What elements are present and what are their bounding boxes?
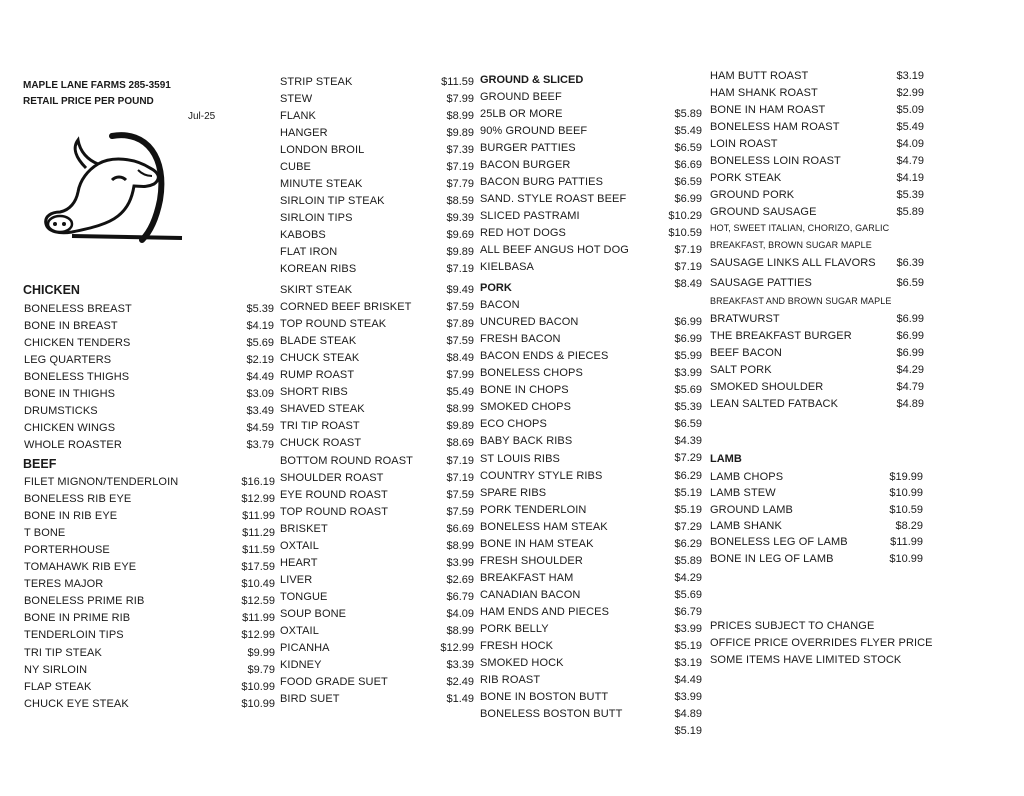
beef-cut-price-4: $7.39 [446, 144, 474, 156]
beef-cut-eye-round-roast-24: EYE ROUND ROAST [280, 488, 388, 501]
item-baby-back-ribs: BABY BACK RIBS [480, 435, 573, 448]
price-col3-9: $7.19 [674, 244, 702, 256]
lamb-item-ground-lamb: GROUND LAMB [710, 503, 793, 516]
item-uncured-bacon: UNCURED BACON [480, 316, 579, 329]
pork-price-8: $5.89 [896, 206, 924, 218]
beef-cut-kabobs-9: KABOBS [280, 229, 326, 241]
beef-cut-price-27: $8.99 [446, 539, 474, 552]
beef-price-tomahawk-rib-eye: $17.59 [241, 561, 275, 574]
price-col3-14: $6.99 [674, 333, 702, 346]
pork-item-hot-sweet-italian-chorizo-garlic: HOT, SWEET ITALIAN, CHORIZO, GARLIC [710, 223, 890, 233]
item-spare-ribs: SPARE RIBS [480, 486, 547, 499]
beef-price-ny-sirloin: $9.79 [247, 663, 275, 676]
beef-cut-skirt-steak-12: SKIRT STEAK [280, 284, 353, 296]
beef-cut-price-6: $7.79 [446, 178, 474, 190]
price-col3-34: $4.49 [674, 674, 702, 687]
item-25lb-or-more: 25LB OR MORE [480, 108, 563, 120]
chicken-heading: CHICKEN [23, 283, 80, 297]
beef-cut-price-32: $8.99 [446, 625, 474, 637]
beef-cut-flat-iron-10: FLAT IRON [280, 246, 338, 258]
beef-cut-bottom-round-roast-22: BOTTOM ROUND ROAST [280, 454, 413, 467]
beef-cut-price-15: $7.59 [446, 335, 474, 348]
beef-cut-sirloin-tips-8: SIRLOIN TIPS [280, 212, 353, 224]
note-2: OFFICE PRICE OVERRIDES FLYER PRICE [710, 637, 933, 649]
beef-cut-price-0: $11.59 [441, 76, 474, 88]
beef-price-bone-in-prime-rib: $11.99 [242, 612, 275, 625]
price-col3-25: $7.29 [674, 520, 702, 533]
beef-cut-price-26: $6.69 [446, 522, 474, 535]
price-col3-36: $4.89 [674, 708, 702, 721]
pork-item-breakfast-brown-sugar-maple: BREAKFAST, BROWN SUGAR MAPLE [710, 240, 872, 250]
item-breakfast-ham: BREAKFAST HAM [480, 571, 574, 584]
chicken-price-chicken-wings: $4.59 [246, 422, 274, 435]
beef-item-tomahawk-rib-eye: TOMAHAWK RIB EYE [24, 561, 137, 574]
price-col3-16: $3.99 [674, 367, 702, 380]
price-col3-33: $3.19 [674, 657, 702, 670]
beef-item-tri-tip-steak: TRI TIP STEAK [24, 646, 102, 659]
beef-price-t-bone: $11.29 [242, 527, 275, 540]
pork-item-beef-bacon: BEEF BACON [710, 347, 782, 359]
beef-item-boneless-rib-eye: BONELESS RIB EYE [24, 493, 132, 506]
price-date: Jul-25 [188, 111, 216, 122]
price-col3-17: $5.69 [674, 384, 702, 397]
price-col3-8: $10.59 [668, 227, 702, 239]
beef-item-chuck-eye-steak: CHUCK EYE STEAK [24, 697, 129, 710]
price-col3-21: $7.29 [674, 452, 702, 465]
item-burger-patties: BURGER PATTIES [480, 142, 576, 154]
beef-price-tenderloin-tips: $12.99 [241, 629, 275, 642]
beef-cut-liver-29: LIVER [280, 573, 313, 586]
beef-cut-cube-5: CUBE [280, 161, 311, 173]
lamb-heading: LAMB [710, 453, 742, 465]
bull-head-logo [42, 128, 187, 248]
beef-cut-price-22: $7.19 [446, 454, 474, 467]
beef-price-tri-tip-steak: $9.99 [247, 646, 275, 659]
beef-cut-price-19: $8.99 [446, 403, 474, 416]
price-col3-2: $5.49 [674, 125, 702, 137]
item-bacon-burger: BACON BURGER [480, 159, 571, 171]
price-col3-24: $5.19 [674, 503, 702, 516]
pork-item-ham-shank-roast: HAM SHANK ROAST [710, 87, 818, 99]
beef-item-bone-in-prime-rib: BONE IN PRIME RIB [24, 612, 131, 625]
beef-cut-short-ribs-18: SHORT RIBS [280, 386, 348, 399]
beef-cut-price-33: $12.99 [440, 642, 474, 655]
beef-cut-price-12: $9.49 [446, 284, 474, 296]
section-heading-ground-sliced: GROUND & SLICED [480, 74, 584, 86]
price-col3-37: $5.19 [674, 725, 702, 738]
beef-cut-price-35: $2.49 [446, 676, 474, 689]
beef-item-ny-sirloin: NY SIRLOIN [24, 663, 88, 676]
lamb-price-lamb-chops: $19.99 [889, 471, 923, 483]
beef-cut-brisket-26: BRISKET [280, 522, 328, 535]
item-red-hot-dogs: RED HOT DOGS [480, 227, 566, 239]
pork-item-boneless-ham-roast: BONELESS HAM ROAST [710, 121, 840, 133]
beef-cut-oxtail-27: OXTAIL [280, 539, 319, 552]
pork-item-sausage-patties: SAUSAGE PATTIES [710, 277, 812, 289]
beef-cut-price-8: $9.39 [446, 212, 474, 224]
beef-cut-blade-steak-15: BLADE STEAK [280, 335, 357, 348]
beef-cut-sirloin-tip-steak-7: SIRLOIN TIP STEAK [280, 195, 385, 207]
beef-cut-price-10: $9.89 [446, 246, 474, 258]
beef-cut-stew-1: STEW [280, 93, 313, 105]
item-boneless-boston-butt: BONELESS BOSTON BUTT [480, 708, 623, 721]
price-col3-7: $10.29 [668, 210, 702, 222]
beef-cut-price-18: $5.49 [446, 386, 474, 399]
pork-price-6: $4.19 [896, 172, 924, 184]
price-col3-18: $5.39 [674, 401, 702, 414]
lamb-price-lamb-shank: $8.29 [895, 519, 923, 532]
item-bacon-burg-patties: BACON BURG PATTIES [480, 176, 604, 188]
beef-cut-london-broil-4: LONDON BROIL [280, 144, 365, 156]
beef-price-chuck-eye-steak: $10.99 [241, 697, 275, 710]
pork-item-ground-sausage: GROUND SAUSAGE [710, 206, 817, 218]
price-col3-5: $6.59 [674, 176, 702, 188]
beef-cut-rump-roast-17: RUMP ROAST [280, 369, 355, 382]
item-boneless-ham-steak: BONELESS HAM STEAK [480, 520, 608, 533]
pork-item-lean-salted-fatback: LEAN SALTED FATBACK [710, 398, 839, 410]
chicken-price-leg-quarters: $2.19 [246, 354, 274, 367]
item-canadian-bacon: CANADIAN BACON [480, 588, 581, 601]
beef-cut-price-3: $9.89 [446, 127, 474, 139]
beef-item-filet-mignon-tenderloin: FILET MIGNON/TENDERLOIN [24, 476, 179, 488]
beef-cut-heart-28: HEART [280, 556, 318, 569]
beef-cut-price-28: $3.99 [446, 556, 474, 569]
beef-cut-price-34: $3.39 [446, 659, 474, 672]
beef-cut-price-36: $1.49 [446, 693, 474, 706]
beef-cut-korean-ribs-11: KOREAN RIBS [280, 263, 357, 275]
beef-cut-oxtail-32: OXTAIL [280, 625, 319, 637]
item-pork-tenderloin: PORK TENDERLOIN [480, 503, 587, 516]
beef-cut-price-2: $8.99 [446, 110, 474, 122]
price-col3-29: $5.69 [674, 588, 702, 601]
pork-price-11: $6.39 [896, 257, 924, 269]
lamb-item-bone-in-leg-of-lamb: BONE IN LEG OF LAMB [710, 552, 834, 565]
beef-price-boneless-rib-eye: $12.99 [241, 493, 275, 506]
item-bacon: BACON [480, 299, 520, 312]
lamb-price-ground-lamb: $10.59 [889, 503, 923, 516]
beef-cut-price-30: $6.79 [446, 590, 474, 603]
item-fresh-hock: FRESH HOCK [480, 640, 554, 653]
chicken-price-boneless-thighs: $4.49 [246, 371, 274, 384]
beef-cut-price-24: $7.59 [446, 488, 474, 501]
beef-cut-corned-beef-brisket-13: CORNED BEEF BRISKET [280, 301, 412, 314]
price-col3-20: $4.39 [674, 435, 702, 448]
pork-price-18: $4.79 [896, 381, 924, 393]
chicken-item-bone-in-thighs: BONE IN THIGHS [24, 388, 116, 401]
pork-price-4: $4.09 [896, 138, 924, 150]
beef-cut-soup-bone-31: SOUP BONE [280, 607, 347, 620]
section-heading-pork: PORK [480, 282, 512, 294]
chicken-item-bone-in-breast: BONE IN BREAST [24, 320, 118, 333]
note-1: PRICES SUBJECT TO CHANGE [710, 620, 875, 632]
beef-cut-top-round-steak-14: TOP ROUND STEAK [280, 318, 387, 331]
pork-price-7: $5.39 [896, 189, 924, 201]
lamb-price-lamb-stew: $10.99 [889, 487, 923, 500]
chicken-price-drumsticks: $3.49 [246, 405, 274, 418]
pork-price-0: $3.19 [896, 70, 924, 82]
item-fresh-bacon: FRESH BACON [480, 333, 561, 346]
beef-cut-price-31: $4.09 [446, 607, 474, 620]
beef-item-teres-major: TERES MAJOR [24, 578, 104, 591]
chicken-item-boneless-thighs: BONELESS THIGHS [24, 371, 130, 384]
pork-item-loin-roast: LOIN ROAST [710, 138, 778, 150]
chicken-item-boneless-breast: BONELESS BREAST [24, 303, 132, 315]
pork-price-15: $6.99 [896, 330, 924, 342]
pork-item-bratwurst: BRATWURST [710, 313, 780, 325]
pork-price-14: $6.99 [896, 313, 924, 325]
item-all-beef-angus-hot-dog: ALL BEEF ANGUS HOT DOG [480, 244, 629, 256]
beef-price-filet-mignon-tenderloin: $16.19 [241, 476, 275, 488]
price-col3-19: $6.59 [674, 418, 702, 431]
beef-cut-price-7: $8.59 [446, 195, 474, 207]
pork-price-16: $6.99 [896, 347, 924, 359]
item-smoked-hock: SMOKED HOCK [480, 657, 564, 670]
beef-cut-chuck-roast-21: CHUCK ROAST [280, 437, 362, 450]
item-bacon-ends-pieces: BACON ENDS & PIECES [480, 350, 609, 363]
price-col3-10: $7.19 [674, 261, 702, 273]
pork-item-boneless-loin-roast: BONELESS LOIN ROAST [710, 155, 841, 167]
chicken-price-chicken-tenders: $5.69 [246, 337, 274, 350]
beef-cut-tri-tip-roast-20: TRI TIP ROAST [280, 420, 360, 433]
pork-item-bone-in-ham-roast: BONE IN HAM ROAST [710, 104, 826, 116]
item-sliced-pastrami: SLICED PASTRAMI [480, 210, 580, 222]
price-col3-26: $6.29 [674, 537, 702, 550]
beef-price-boneless-prime-rib: $12.59 [241, 595, 275, 608]
pork-item-smoked-shoulder: SMOKED SHOULDER [710, 381, 824, 393]
item-bone-in-boston-butt: BONE IN BOSTON BUTT [480, 691, 609, 704]
lamb-price-boneless-leg-of-lamb: $11.99 [890, 536, 923, 549]
price-col3-4: $6.69 [674, 159, 702, 171]
beef-cut-price-20: $9.89 [446, 420, 474, 433]
beef-cut-shaved-steak-19: SHAVED STEAK [280, 403, 365, 416]
lamb-item-lamb-shank: LAMB SHANK [710, 519, 782, 532]
beef-heading: BEEF [23, 457, 57, 471]
beef-cut-price-1: $7.99 [446, 93, 474, 105]
beef-cut-hanger-3: HANGER [280, 127, 328, 139]
chicken-item-drumsticks: DRUMSTICKS [24, 405, 98, 418]
pork-item-salt-pork: SALT PORK [710, 364, 772, 376]
lamb-item-lamb-stew: LAMB STEW [710, 487, 776, 500]
beef-cut-price-29: $2.69 [446, 573, 474, 586]
pork-price-2: $5.09 [896, 104, 924, 116]
pork-item-ground-pork: GROUND PORK [710, 189, 795, 201]
item-ham-ends-and-pieces: HAM ENDS AND PIECES [480, 605, 610, 618]
lamb-price-bone-in-leg-of-lamb: $10.99 [889, 552, 923, 565]
lamb-item-lamb-chops: LAMB CHOPS [710, 471, 784, 483]
price-col3-30: $6.79 [674, 605, 702, 618]
price-col3-11: $8.49 [674, 278, 702, 290]
item-bone-in-ham-steak: BONE IN HAM STEAK [480, 537, 594, 550]
price-col3-23: $5.19 [674, 486, 702, 499]
beef-cut-price-23: $7.19 [446, 471, 474, 484]
price-col3-32: $5.19 [674, 640, 702, 652]
beef-cut-minute-steak-6: MINUTE STEAK [280, 178, 363, 190]
item-sand-style-roast-beef: SAND. STYLE ROAST BEEF [480, 193, 627, 205]
item-kielbasa: KIELBASA [480, 261, 534, 273]
item-pork-belly: PORK BELLY [480, 623, 549, 635]
beef-cut-kidney-34: KIDNEY [280, 659, 322, 672]
chicken-price-bone-in-breast: $4.19 [246, 320, 274, 333]
pork-price-17: $4.29 [896, 364, 924, 376]
price-col3-27: $5.89 [674, 554, 702, 567]
price-col3-22: $6.29 [674, 469, 702, 482]
pork-item-the-breakfast-burger: THE BREAKFAST BURGER [710, 330, 852, 342]
farm-name: MAPLE LANE FARMS 285-3591 [23, 80, 171, 91]
item-fresh-shoulder: FRESH SHOULDER [480, 554, 583, 567]
beef-item-porterhouse: PORTERHOUSE [24, 544, 110, 557]
item-smoked-chops: SMOKED CHOPS [480, 401, 572, 414]
item-bone-in-chops: BONE IN CHOPS [480, 384, 569, 397]
beef-item-t-bone: T BONE [24, 527, 66, 540]
item-eco-chops: ECO CHOPS [480, 418, 547, 431]
beef-cut-chuck-steak-16: CHUCK STEAK [280, 352, 360, 365]
item-country-style-ribs: COUNTRY STYLE RIBS [480, 469, 603, 482]
pork-price-1: $2.99 [896, 87, 924, 99]
beef-cut-price-13: $7.59 [446, 301, 474, 314]
chicken-item-whole-roaster: WHOLE ROASTER [24, 439, 122, 452]
beef-price-flap-steak: $10.99 [241, 680, 275, 693]
beef-cut-food-grade-suet-35: FOOD GRADE SUET [280, 676, 388, 689]
beef-cut-price-9: $9.69 [446, 229, 474, 241]
beef-cut-price-17: $7.99 [446, 369, 474, 382]
price-col3-28: $4.29 [674, 571, 702, 584]
pork-price-12: $6.59 [896, 277, 924, 289]
note-3: SOME ITEMS HAVE LIMITED STOCK [710, 654, 902, 666]
item-st-louis-ribs: ST LOUIS RIBS [480, 452, 560, 465]
beef-cut-bird-suet-36: BIRD SUET [280, 693, 340, 706]
beef-cut-price-16: $8.49 [446, 352, 474, 365]
beef-cut-price-5: $7.19 [446, 161, 474, 173]
price-col3-35: $3.99 [674, 691, 702, 704]
beef-item-bone-in-rib-eye: BONE IN RIB EYE [24, 510, 118, 523]
price-col3-31: $3.99 [674, 622, 702, 635]
beef-price-teres-major: $10.49 [241, 578, 275, 591]
chicken-price-whole-roaster: $3.79 [246, 439, 274, 452]
price-col3-3: $6.59 [674, 142, 702, 154]
chicken-item-chicken-tenders: CHICKEN TENDERS [24, 337, 131, 350]
pork-item-ham-butt-roast: HAM BUTT ROAST [710, 70, 809, 82]
item-rib-roast: RIB ROAST [480, 674, 541, 687]
beef-cut-picanha-33: PICANHA [280, 642, 330, 655]
beef-item-tenderloin-tips: TENDERLOIN TIPS [24, 629, 124, 642]
pork-item-pork-steak: PORK STEAK [710, 172, 782, 184]
pork-price-5: $4.79 [896, 155, 924, 167]
beef-price-bone-in-rib-eye: $11.99 [242, 510, 275, 523]
beef-price-porterhouse: $11.59 [242, 544, 275, 557]
price-col3-13: $6.99 [674, 316, 702, 329]
beef-item-boneless-prime-rib: BONELESS PRIME RIB [24, 595, 145, 608]
beef-cut-price-11: $7.19 [446, 263, 474, 275]
item-ground-beef: GROUND BEEF [480, 91, 562, 103]
pork-item-sausage-links-all-flavors: SAUSAGE LINKS ALL FLAVORS [710, 257, 876, 269]
beef-cut-price-21: $8.69 [446, 437, 474, 450]
beef-cut-shoulder-roast-23: SHOULDER ROAST [280, 471, 384, 484]
beef-cut-price-25: $7.59 [446, 505, 474, 518]
price-col3-6: $6.99 [674, 193, 702, 205]
item-boneless-chops: BONELESS CHOPS [480, 367, 583, 380]
chicken-price-boneless-breast: $5.39 [246, 303, 274, 315]
pork-price-19: $4.89 [896, 398, 924, 410]
beef-cut-top-round-roast-25: TOP ROUND ROAST [280, 505, 389, 518]
lamb-item-boneless-leg-of-lamb: BONELESS LEG OF LAMB [710, 536, 848, 549]
beef-item-flap-steak: FLAP STEAK [24, 680, 92, 693]
price-col3-15: $5.99 [674, 350, 702, 363]
pork-price-3: $5.49 [896, 121, 924, 133]
chicken-item-chicken-wings: CHICKEN WINGS [24, 422, 116, 435]
beef-cut-tongue-30: TONGUE [280, 590, 328, 603]
price-col3-1: $5.89 [674, 108, 702, 120]
beef-cut-price-14: $7.89 [446, 318, 474, 331]
pork-item-breakfast-and-brown-sugar-maple: BREAKFAST AND BROWN SUGAR MAPLE [710, 296, 892, 306]
beef-cut-flank-2: FLANK [280, 110, 316, 122]
beef-cut-strip-steak-0: STRIP STEAK [280, 76, 353, 88]
item-90-ground-beef: 90% GROUND BEEF [480, 125, 588, 137]
retail-price-label: RETAIL PRICE PER POUND [23, 96, 154, 107]
chicken-item-leg-quarters: LEG QUARTERS [24, 354, 112, 367]
chicken-price-bone-in-thighs: $3.09 [246, 388, 274, 401]
